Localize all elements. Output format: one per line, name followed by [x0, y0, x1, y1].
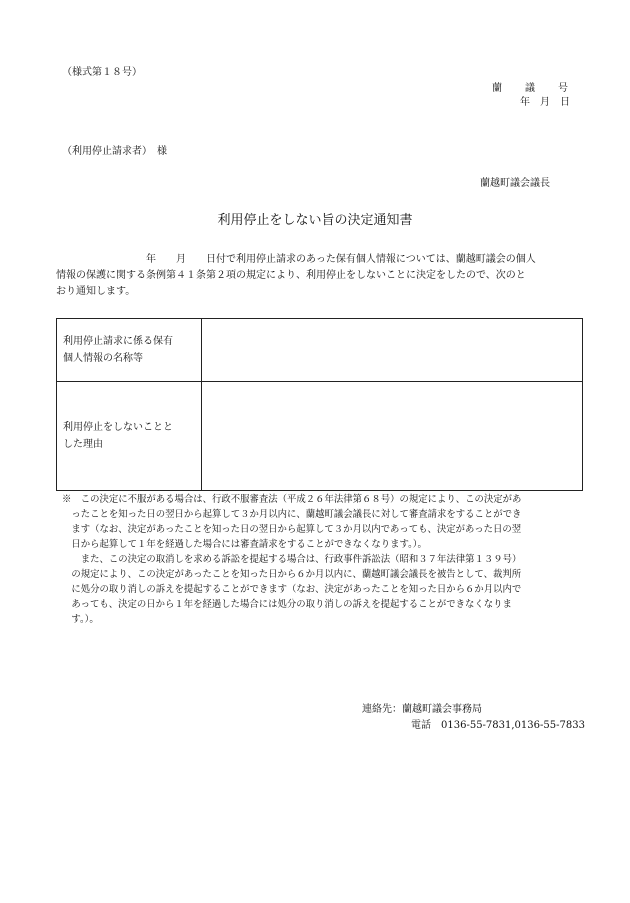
appeal-notes — [62, 492, 592, 627]
note-line: あっても、決定の日から１年を経過した場合には処分の取り消しの訴えを提起することができなくなりま — [62, 599, 512, 610]
body-line: おり通知します。 — [56, 286, 136, 297]
note-line: 日から起算して１年を経過した場合には審査請求をすることができなくなります。）。 — [62, 539, 427, 550]
row-label-reason — [57, 382, 202, 491]
contact-label: 連絡先：蘭越町議会事務局 — [362, 704, 482, 715]
body-line: 情報の保護に関する条例第４１条第２項の規定により、利用停止をしないことに決定をしたので、次のと — [56, 270, 526, 281]
note-line: す。）。 — [62, 614, 99, 625]
label-line: した理由 — [63, 439, 103, 450]
form-number: （様式第１８号） — [62, 67, 142, 78]
info-table — [56, 318, 583, 491]
label-line: 個人情報の名称等 — [63, 353, 143, 364]
note-line: また、この決定の取消しを求める訴訟を提起する場合は、行政事件訴訟法（昭和３７年法律第１３９号） — [62, 554, 522, 565]
row-label-target-info — [57, 319, 202, 382]
label-line: 利用停止請求に係る保有 — [63, 336, 173, 347]
table-row — [57, 382, 583, 491]
row-value-target-info — [202, 319, 583, 382]
document-number: 蘭 議 号 — [492, 83, 569, 94]
note-line: に処分の取り消しの訴えを提起することができます（なお、決定があったことを知った日から６か月以内で — [62, 584, 522, 595]
document-title: 利用停止をしない旨の決定通知書 — [217, 213, 413, 228]
row-value-reason — [202, 382, 583, 491]
note-line: の規定により、この決定があったことを知った日から６か月以内に、蘭越町議会議長を被告として、裁判所 — [62, 569, 522, 580]
issuer-name: 蘭越町議会議長 — [480, 178, 550, 189]
contact-phone: 電話 0136-55-7831,0136-55-7833 — [411, 720, 585, 731]
document-date: 年 月 日 — [520, 97, 570, 108]
body-line: 年 月 日付で利用停止請求のあった保有個人情報については、蘭越町議会の個人 — [56, 254, 536, 265]
note-line: ※ この決定に不服がある場合は、行政不服審査法（平成２６年法律第６８号）の規定により、この決定があ — [62, 494, 522, 505]
body-paragraph — [56, 252, 586, 300]
note-line: ます（なお、決定があったことを知った日の翌日から起算して３か月以内であっても、決定があった日の翌 — [62, 524, 522, 535]
label-line: 利用停止をしないことと — [63, 422, 173, 433]
recipient-name: （利用停止請求者） 様 — [62, 146, 167, 157]
table-row — [57, 319, 583, 382]
note-line: ったことを知った日の翌日から起算して３か月以内に、蘭越町議会議長に対して審査請求をすることができ — [62, 509, 522, 520]
